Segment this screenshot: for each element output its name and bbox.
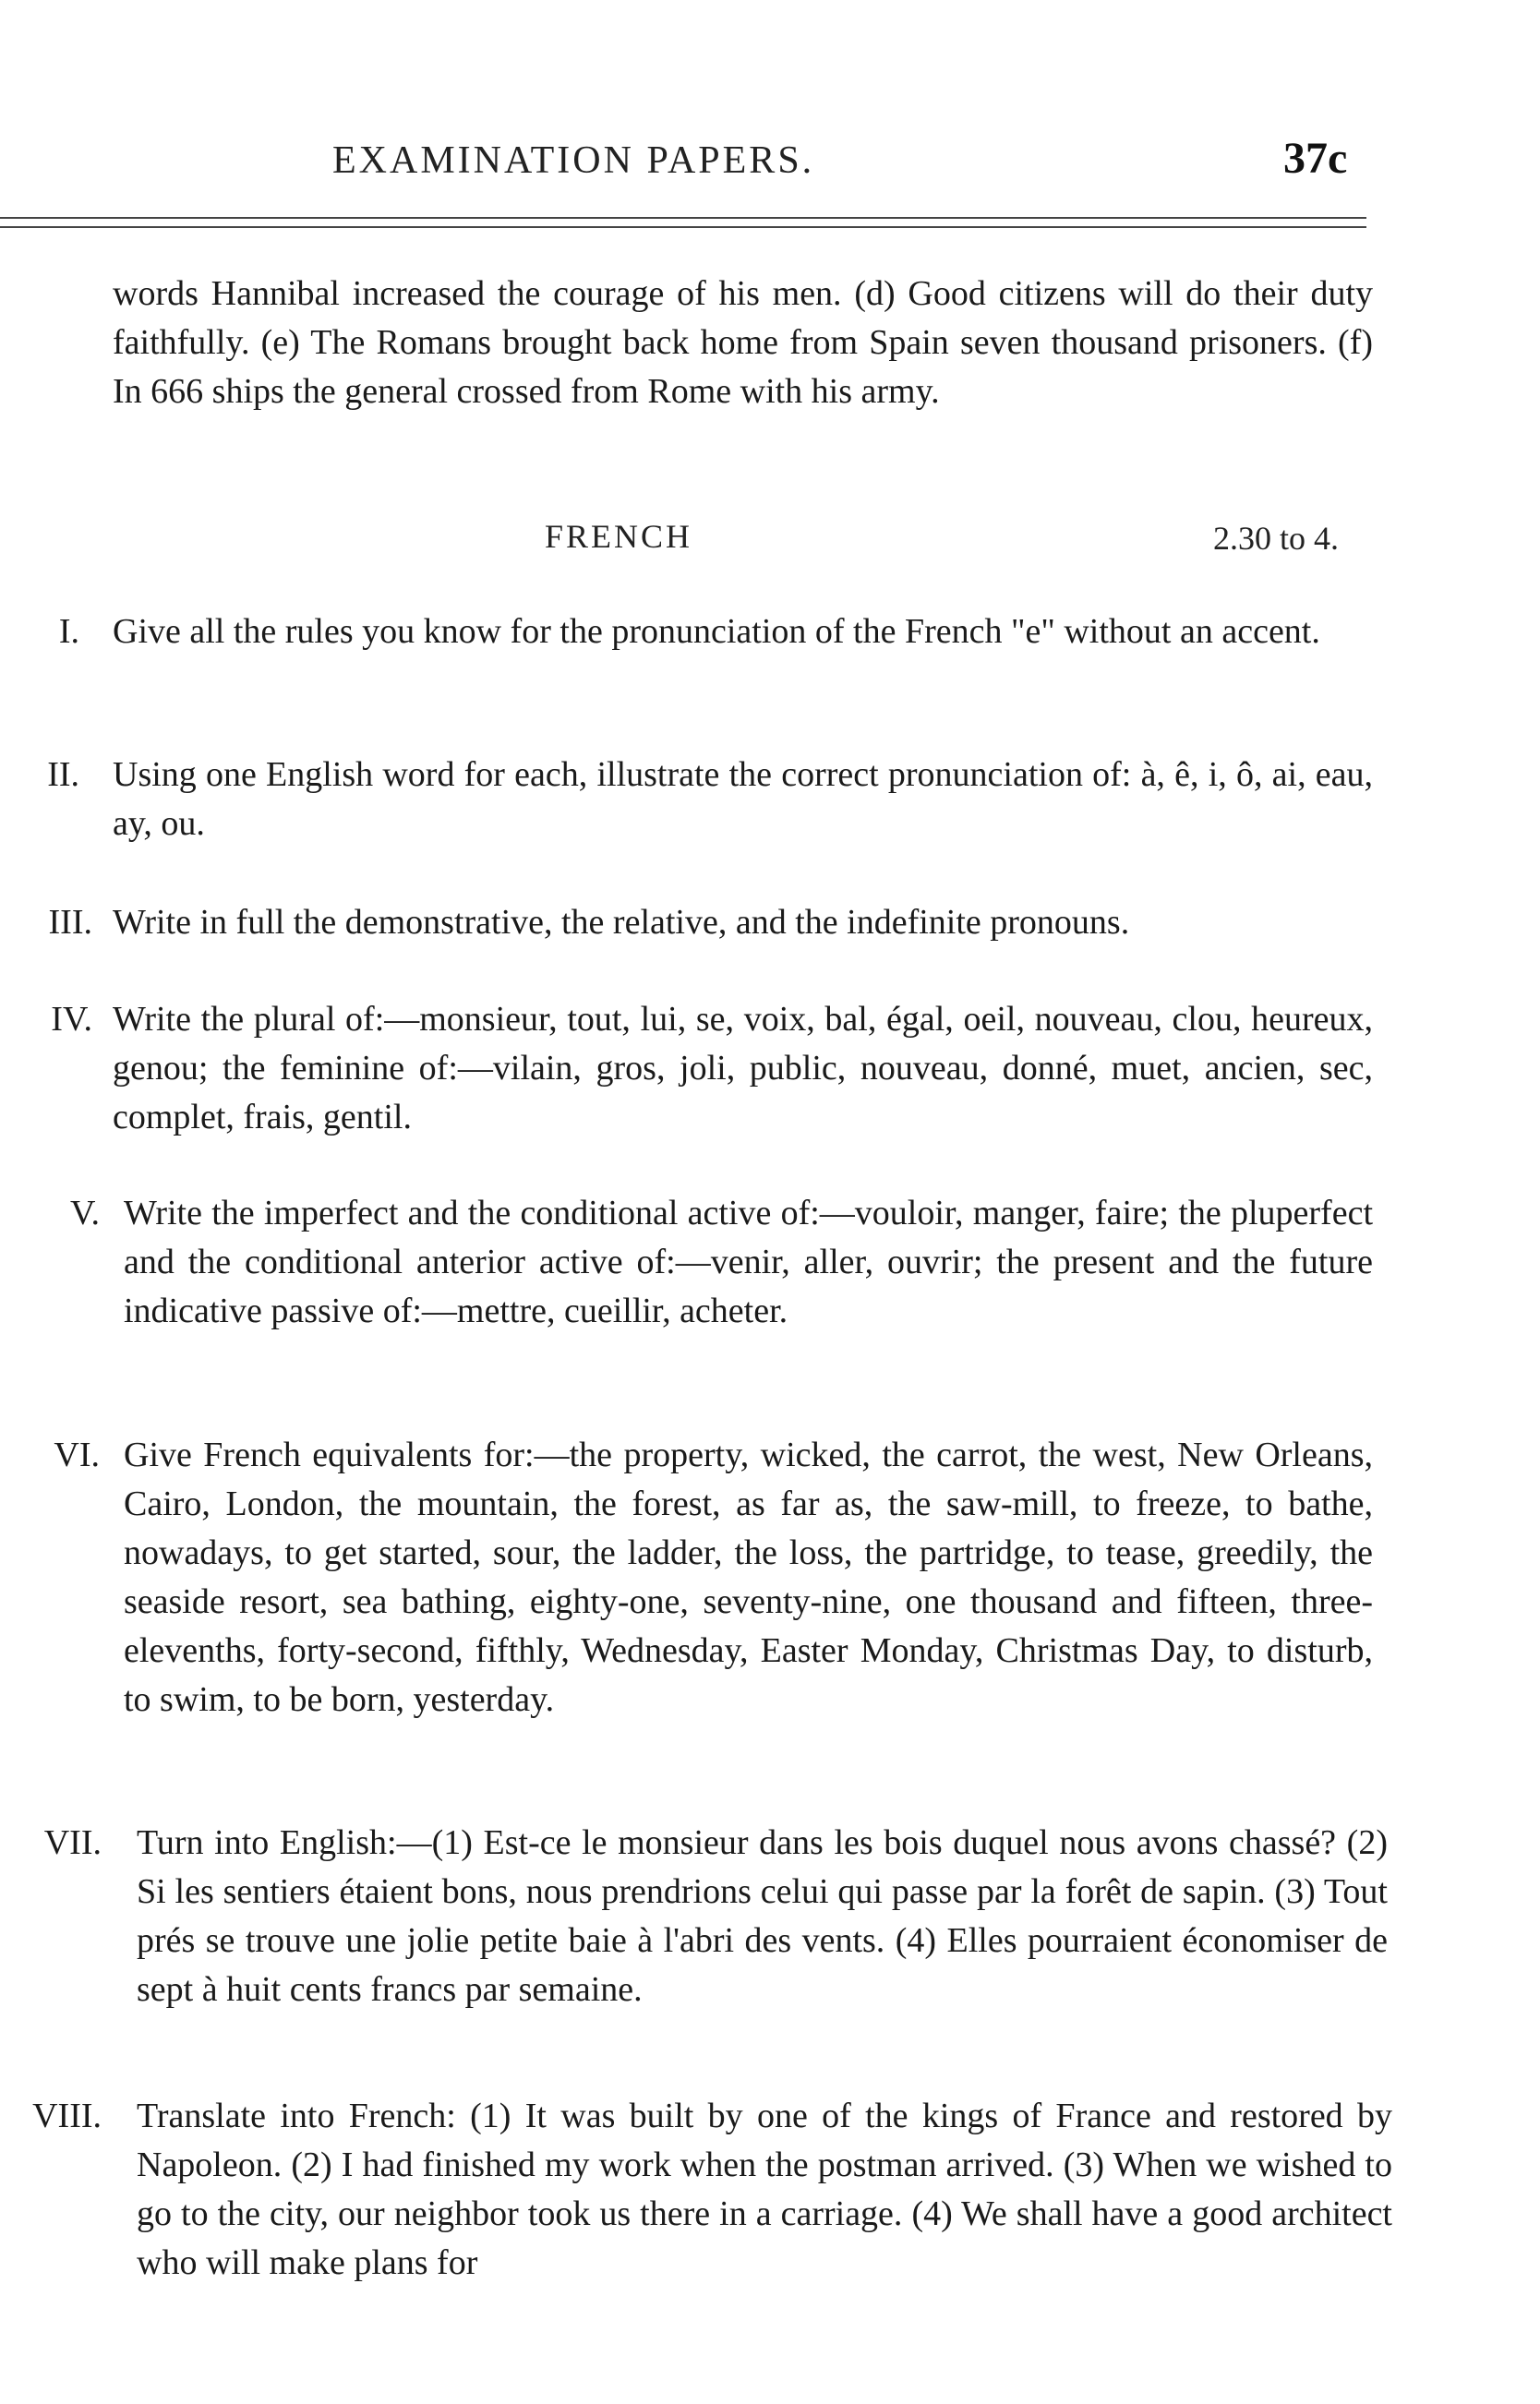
question-number: III. <box>48 903 92 942</box>
question-1 <box>0 607 1540 709</box>
question-3 <box>0 898 1540 954</box>
question-2 <box>0 751 1540 852</box>
question-7 <box>0 1819 1540 2068</box>
running-title: EXAMINATION PAPERS. <box>332 139 815 182</box>
question-text: Write the plural of:—monsieur, tout, lui, se, voix, bal, égal, oeil, nouveau, clou, heureux, genou; the feminine of:—vilain, gros, joli, public, nouveau, donné, muet, ancien, sec, complet, frais, gentil. <box>113 1000 1373 1136</box>
question-number: I. <box>58 612 79 651</box>
question-number: IV. <box>51 1000 92 1039</box>
section-title: FRENCH <box>545 518 693 555</box>
question-number: VIII. <box>32 2097 102 2135</box>
running-head <box>0 134 1540 194</box>
header-rule-bottom <box>0 226 1366 228</box>
question-text: Write in full the demonstrative, the relative, and the indefinite pronouns. <box>113 903 1130 942</box>
continued-paragraph: words Hannibal increased the courage of his men. (d) Good citizens will do their duty faithfully. (e) The Romans brought back home from Spain seven thousand prisoners. (f) In 666 ships the general crossed from Rome with his army. <box>113 274 1373 411</box>
question-number: VI. <box>54 1436 100 1474</box>
section-time: 2.30 to 4. <box>1213 520 1340 557</box>
question-text: Write the imperfect and the conditional active of:—vouloir, manger, faire; the pluperfect and the conditional anterior active of:—venir, aller, ouvrir; the present and the future indicative passive of:—mettre, cueillir, acheter. <box>124 1194 1373 1330</box>
page-number: 37c <box>1283 134 1348 183</box>
question-text: Give French equivalents for:—the property, wicked, the carrot, the west, New Orleans, Cairo, London, the mountain, the forest, as far as, the saw-mill, to freeze, to bathe, nowadays, to get started, sour, the ladder, the loss, the partridge, to tease, greedily, the seaside resort, sea bathing, eighty-one, seventy-nine, one thousand and fifteen, three-elevenths, forty-second, fifthly, Wednesday, Easter Monday, Christmas Day, to disturb, to swim, to be born, yesterday. <box>124 1436 1373 1719</box>
question-text: Give all the rules you know for the pronunciation of the French "e" without an accent. <box>113 612 1320 651</box>
question-text: Turn into English:—(1) Est-ce le monsieur dans les bois duquel nous avons chassé? (2) Si les sentiers étaient bons, nous prendrions celui qui passe par la forêt de sapin. (3) Tout prés se trouve une jolie petite baie à l'abri des vents. (4) Elles pourraient économiser de sept à huit cents francs par semaine. <box>137 1823 1388 2009</box>
question-number: VII. <box>43 1823 102 1862</box>
question-number: V. <box>69 1194 100 1232</box>
question-text: Using one English word for each, illustrate the correct pronunciation of: à, ê, i, ô, ai, eau, ay, ou. <box>113 755 1373 843</box>
question-4 <box>0 995 1540 1148</box>
question-number: II. <box>47 755 79 794</box>
question-text: Translate into French: (1) It was built by one of the kings of France and restored by Napoleon. (2) I had finished my work when the postman arrived. (3) When we wished to go to the city, our neighbor took us there in a carriage. (4) We shall have a good architect who will make plans for <box>137 2097 1392 2282</box>
question-8 <box>0 2092 1540 2295</box>
section-heading <box>0 517 1540 572</box>
question-5 <box>0 1189 1540 1392</box>
header-rule-top <box>0 217 1366 219</box>
question-6 <box>0 1431 1540 1791</box>
